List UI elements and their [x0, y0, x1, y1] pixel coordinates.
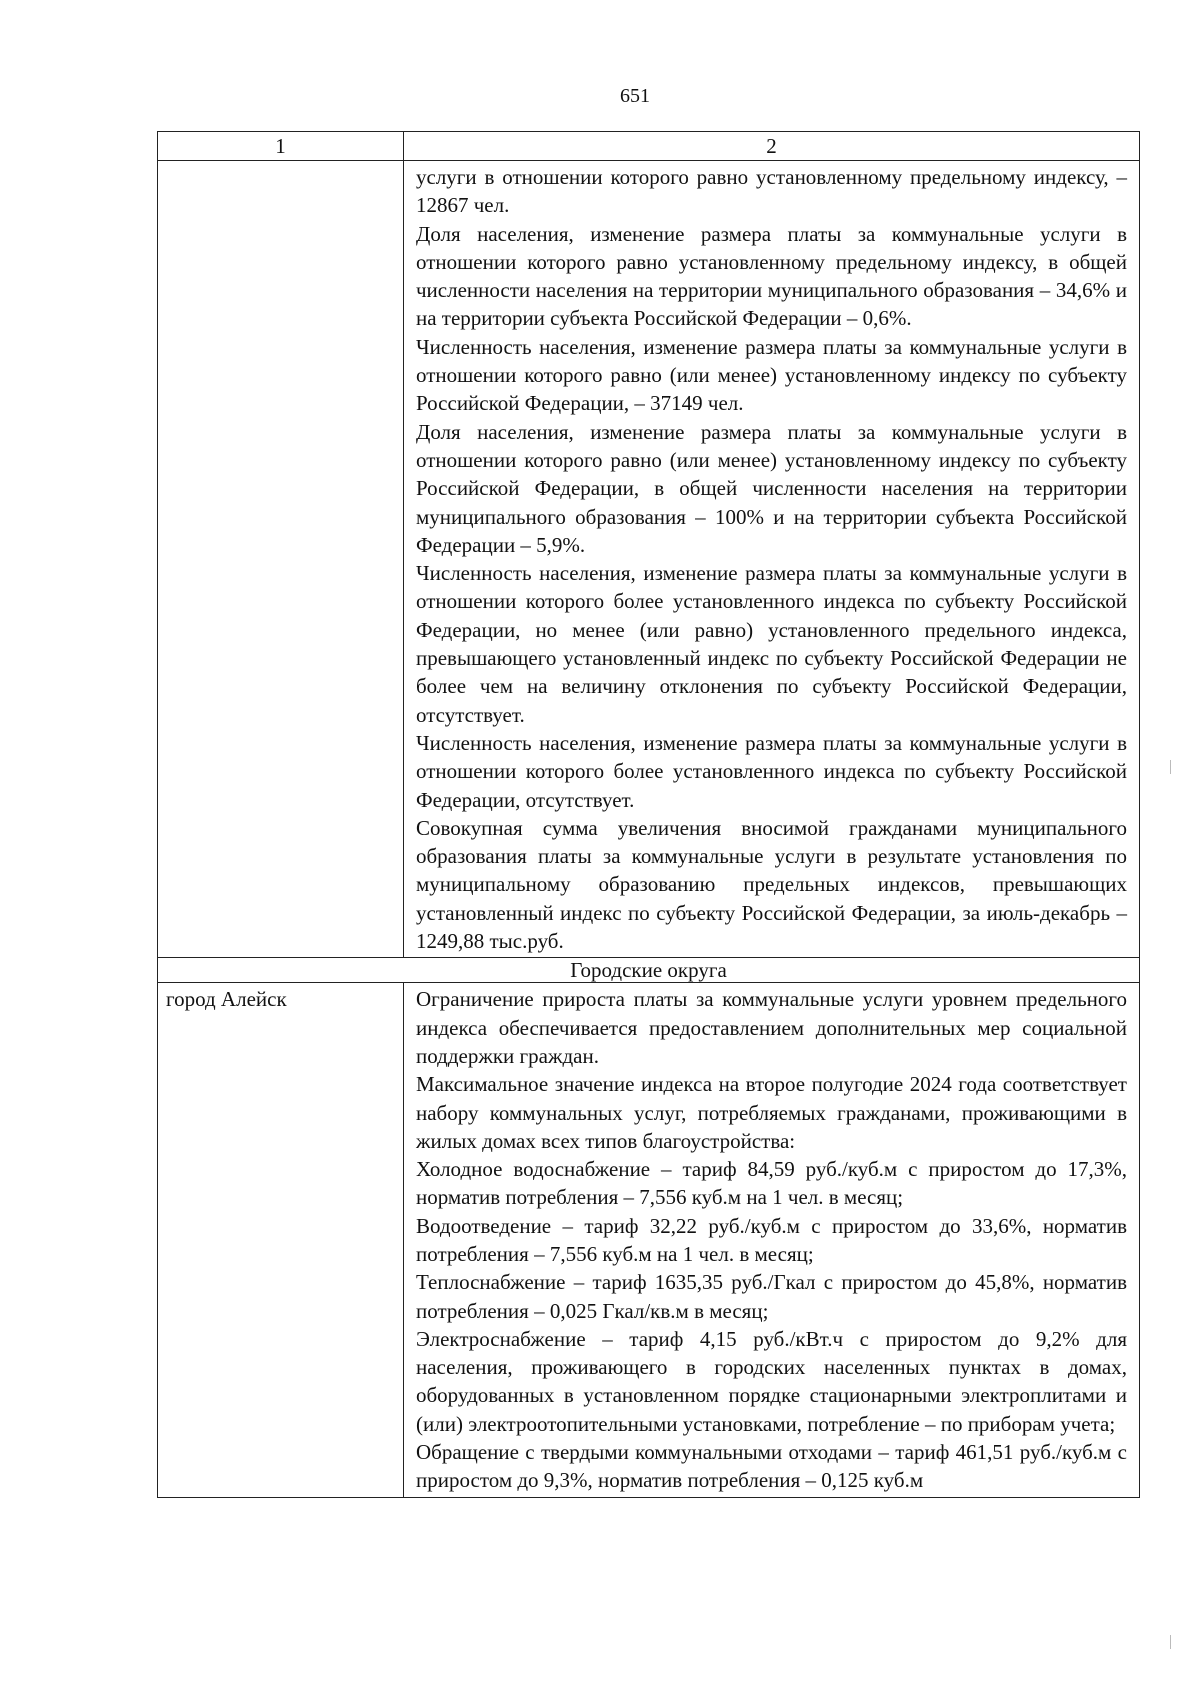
paragraph: Теплоснабжение – тариф 1635,35 руб./Гкал с приростом до 45,8%, норматив потребления – 0,025 Гкал/кв.м в месяц; — [416, 1270, 1127, 1323]
paragraph: Максимальное значение индекса на второе полугодие 2024 года соответствует набору коммунальных услуг, потребляемых гражданами, проживающими в жилых домах всех типов благоустройства: — [416, 1072, 1127, 1153]
column-1-header: 1 — [158, 132, 404, 161]
paragraph: Электроснабжение – тариф 4,15 руб./кВт.ч с приростом до 9,2% для населения, проживающего в городских населенных пунктах в домах, оборудованных в установленном порядке стационарными электроплитами и (или) электроотопительными установками, потребление – по приборам учета; — [416, 1326, 1127, 1436]
row-text-cell — [404, 161, 1140, 958]
paragraph: Численность населения, изменение размера платы за коммунальные услуги в отношении которого равно (или менее) установленному индексу по субъекту Российской Федерации, – 37149 чел. — [416, 334, 1127, 416]
paragraph: Численность населения, изменение размера платы за коммунальные услуги в отношении которого более установленного индекса по субъекту Российской Федерации, но менее (или равно) установленного предельного индекса, превышающего установленный индекс по субъекту Российской Федерации не более чем на величину отклонения по субъекту Российской Федерации, отсутствует. — [416, 561, 1127, 727]
row-text-cell — [404, 983, 1140, 1497]
page-number: 651 — [620, 85, 650, 107]
scan-artifact — [1170, 1635, 1171, 1649]
table-row — [158, 983, 1140, 1497]
column-2-header: 2 — [404, 132, 1140, 161]
table-header-row — [158, 132, 1140, 161]
paragraph: Доля населения, изменение размера платы за коммунальные услуги в отношении которого равно (или менее) установленному индексу по субъекту Российской Федерации, в общей численности населения на территории муниципального образования – 100% и на территории субъекта Российской Федерации – 5,9%. — [416, 419, 1127, 557]
paragraph: Совокупная сумма увеличения вносимой гражданами муниципального образования платы за коммунальные услуги в результате установления по муниципальному образованию предельных индексов, превышающих установленный индекс по субъекту Российской Федерации, за июль-декабрь – 1249,88 тыс.руб. — [416, 815, 1127, 954]
scan-artifact — [1170, 760, 1171, 774]
paragraph: Ограничение прироста платы за коммунальные услуги уровнем предельного индекса обеспечивается предоставлением дополнительных мер социальной поддержки граждан. — [416, 987, 1127, 1068]
paragraph: Обращение с твердыми коммунальными отходами – тариф 461,51 руб./куб.м с приростом до 9,3%, норматив потребления – 0,125 куб.м — [416, 1440, 1127, 1493]
table-row — [158, 161, 1140, 958]
paragraph: Доля населения, изменение размера платы за коммунальные услуги в отношении которого равно установленному предельному индексу, в общей численности населения на территории муниципального образования – 34,6% и на территории субъекта Российской Федерации – 0,6%. — [416, 221, 1127, 331]
paragraph: Водоотведение – тариф 32,22 руб./куб.м с приростом до 33,6%, норматив потребления – 7,556 куб.м на 1 чел. в месяц; — [416, 1213, 1127, 1266]
paragraph: Холодное водоснабжение – тариф 84,59 руб./куб.м с приростом до 17,3%, норматив потребления – 7,556 куб.м на 1 чел. в месяц; — [416, 1157, 1127, 1210]
section-row — [158, 958, 1140, 983]
document-table — [157, 131, 1140, 1498]
row-name-cell — [158, 161, 404, 958]
section-heading: Городские округа — [158, 958, 1140, 983]
row-name-cell: город Алейск — [158, 983, 404, 1497]
paragraph: Численность населения, изменение размера платы за коммунальные услуги в отношении которого более установленного индекса по субъекту Российской Федерации, отсутствует. — [416, 730, 1127, 812]
paragraph: услуги в отношении которого равно установленному предельному индексу, – 12867 чел. — [416, 165, 1127, 218]
